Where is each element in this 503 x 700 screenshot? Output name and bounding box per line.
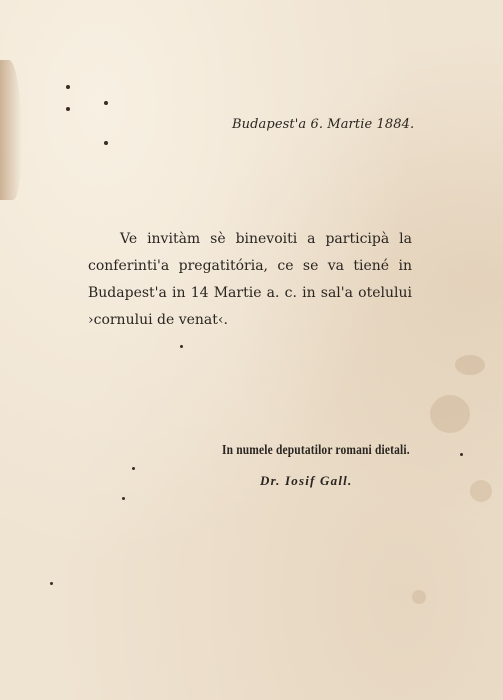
paper-stain <box>470 480 492 502</box>
signature-block <box>222 443 451 489</box>
ink-speck <box>50 582 53 585</box>
paper-stain <box>430 395 470 433</box>
ink-speck <box>66 107 70 111</box>
ink-speck <box>66 85 70 89</box>
signature-title: In numele deputatilor romani dietali. <box>222 443 410 458</box>
paper-stain <box>412 590 426 604</box>
signature-name: Dr. Iosif Gall. <box>260 473 353 488</box>
ink-speck <box>104 141 108 145</box>
invitation-text <box>88 226 412 334</box>
body-line: Ve invitàm sè binevoiti a participà la <box>120 231 412 247</box>
ink-speck <box>460 453 463 456</box>
body-line: conferinti'a pregatitória, ce se va tiené in <box>88 258 412 274</box>
date-line: Budapest'a 6. Martie 1884. <box>232 117 415 132</box>
ink-speck <box>132 467 135 470</box>
ink-speck <box>180 345 183 348</box>
body-line: ›cornului de venat‹. <box>88 312 228 328</box>
paper-stain <box>455 355 485 375</box>
ink-speck <box>104 101 108 105</box>
ink-speck <box>122 497 125 500</box>
paper-edge-stain <box>0 60 22 200</box>
body-line: Budapest'a in 14 Martie a. c. in sal'a otelului <box>88 285 412 301</box>
